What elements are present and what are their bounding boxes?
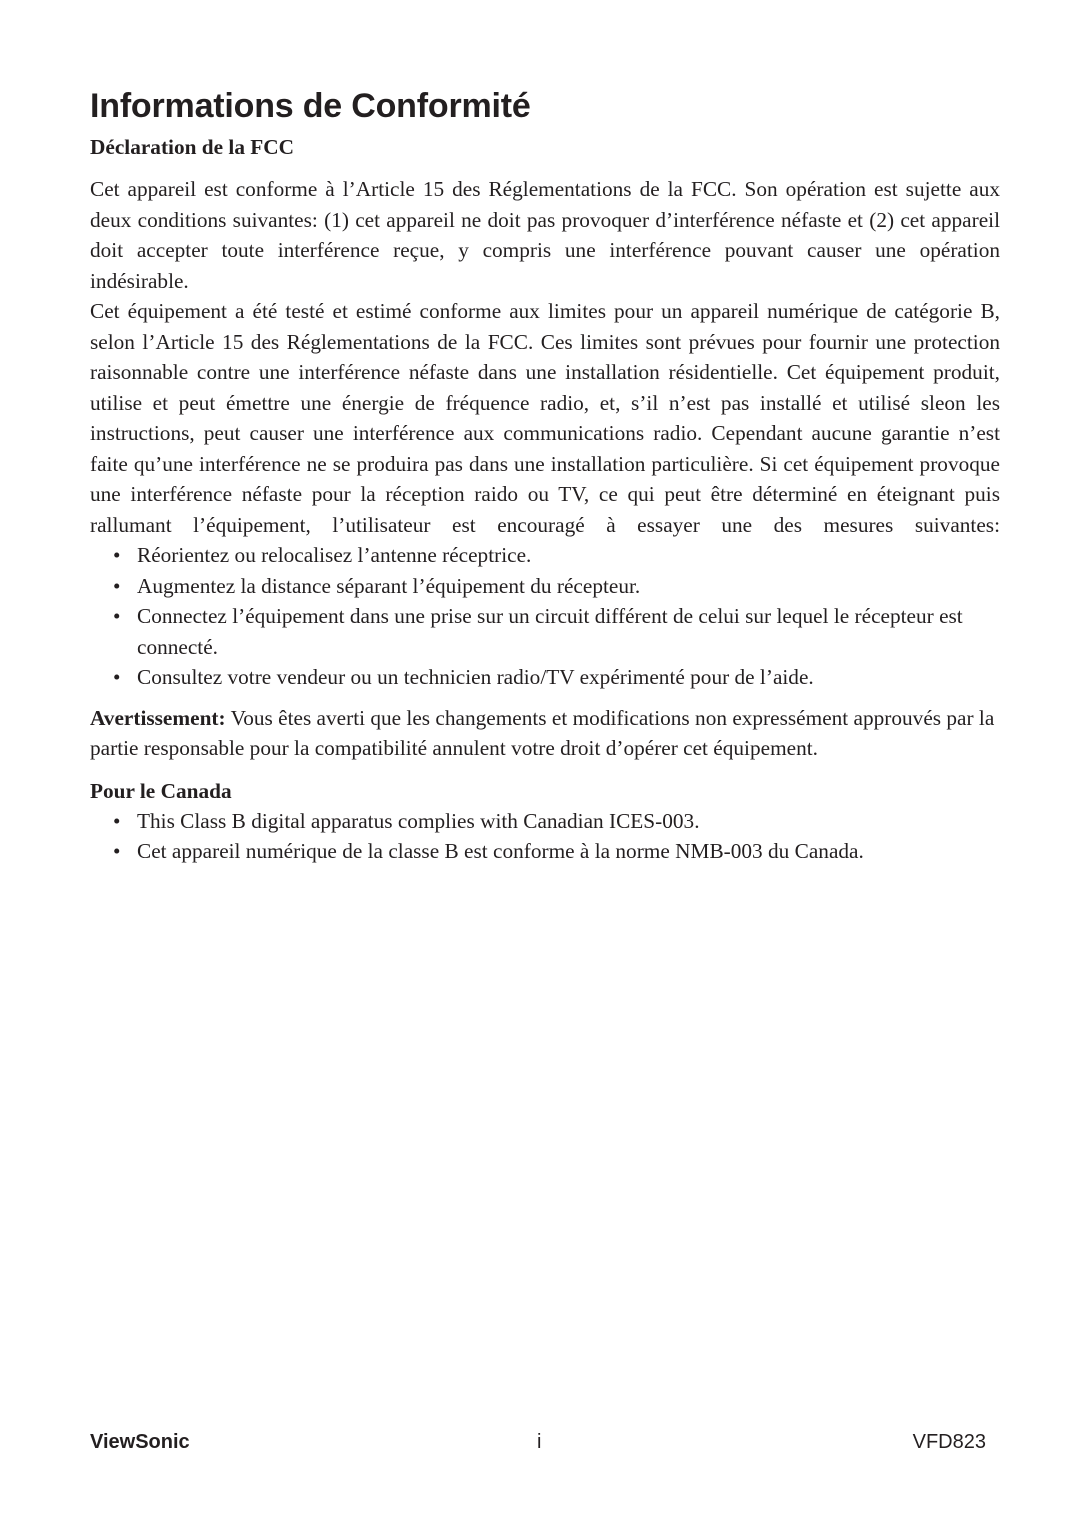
measure-text: Augmentez la distance séparant l’équipement du récepteur. (137, 573, 641, 598)
fcc-paragraph-class-b-text: Cet équipement a été testé et estimé conforme aux limites pour un appareil numérique de catégorie B, selon l’Article 15 des Réglementations de la FCC. Ces limites sont prévues pour fournir une protection raisonnable contre une interférence néfaste dans une installation résidentielle. Cet équipement produit, utilise et peut émettre une énergie de fréquence radio, et, s’il n’est pas installé et utilisé sleon les instructions, peut causer une interférence aux communications radio. Cependant aucune garantie n’est faite qu’une interférence ne se produira pas dans une installation particulière. Si cet équipement provoque une interférence néfaste pour la réception raido ou TV, ce qui peut être déterminé en éteignant puis rallumant l’équipement, (90, 299, 1000, 537)
bullet-icon: • (113, 543, 121, 567)
bullet-icon: • (113, 839, 121, 863)
fcc-paragraph-conditions: Cet appareil est conforme à l’Article 15 des Réglementations de la FCC. Son opération est sujette aux deux conditions suivantes: (1) cet appareil ne doit pas provoquer d’interférence néfaste et (2) cet appareil doit accepter toute interférence reçue, y compris une interférence pouvant causer une opération indésirable. (90, 177, 1000, 293)
measures-list (90, 540, 1000, 693)
fcc-paragraph-class-b-end: l’utilisateur est encouragé à essayer une des mesures suivantes: (332, 512, 1000, 537)
document-body (90, 132, 1000, 867)
warning-label: Avertissement: (90, 705, 226, 730)
page-number: i (537, 1431, 542, 1453)
warning-text: Vous êtes averti que les changements et modifications non expressément approuvés par la partie responsable pour la compatibilité annulent votre droit d’opérer cet équipement. (90, 705, 995, 760)
fcc-heading: Déclaration de la FCC (90, 135, 295, 159)
list-item (113, 662, 1000, 693)
model-number: VFD823 (912, 1431, 986, 1453)
measure-text: Connectez l’équipement dans une prise sur un circuit différent de celui sur lequel le récepteur est connecté. (137, 604, 963, 659)
list-item (113, 836, 1000, 867)
bullet-icon: • (113, 604, 121, 628)
list-item (113, 540, 1000, 571)
measure-text: Réorientez ou relocalisez l’antenne réceptrice. (137, 543, 532, 567)
list-item (113, 571, 1000, 602)
list-item (113, 601, 1000, 662)
bullet-icon: • (113, 808, 121, 833)
page-footer (90, 1429, 986, 1455)
canada-heading: Pour le Canada (90, 778, 232, 803)
list-item (113, 806, 1000, 837)
warning-paragraph (90, 703, 1000, 764)
measure-text: Consultez votre vendeur ou un technicien radio/TV expérimenté pour de l’aide. (137, 665, 814, 689)
bullet-icon: • (113, 573, 121, 598)
page-title: Informations de Conformité (90, 87, 531, 125)
canada-list (90, 806, 1000, 867)
fcc-paragraph-class-b (90, 296, 1000, 540)
footer-brand: ViewSonic (90, 1431, 190, 1453)
bullet-icon: • (113, 665, 121, 689)
canada-item-text: This Class B digital apparatus complies with Canadian ICES-003. (137, 808, 700, 833)
canada-item-text: Cet appareil numérique de la classe B est conforme à la norme NMB-003 du Canada. (137, 839, 864, 863)
